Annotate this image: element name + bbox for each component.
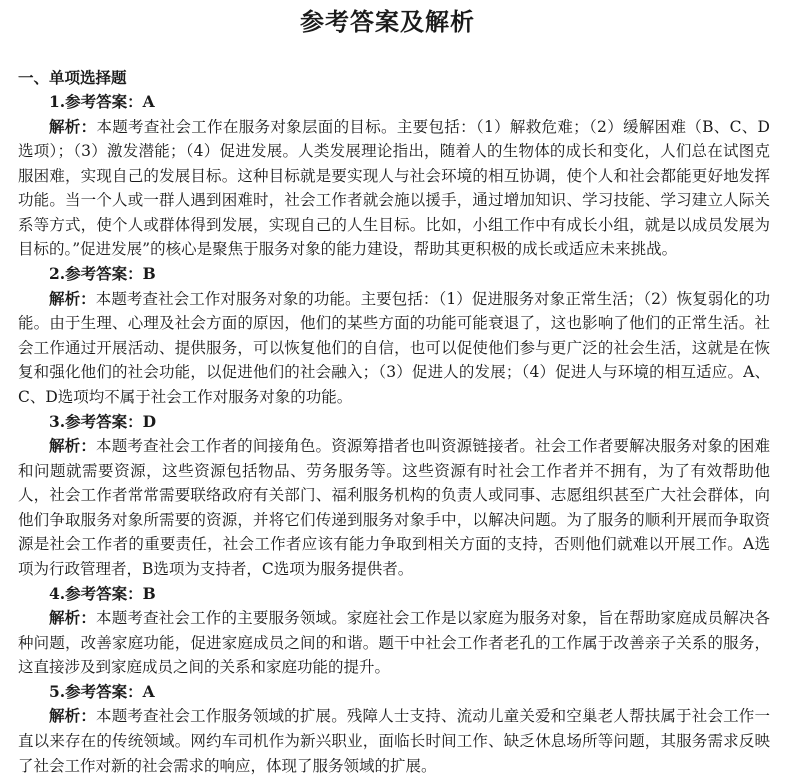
analysis-text: 本题考查社会工作服务领域的扩展。残障人士支持、流动儿童关爱和空巢老人帮扶属于社会工作一直以来存在的传统领域。网约车司机作为新兴职业，面临长时间工作、缺乏休息场所等问题，其服务需求反映了社会工作对新的社会需求的响应，体现了服务领域的扩展。: [18, 707, 770, 775]
page-title: 参考答案及解析: [300, 7, 475, 36]
answer-4: 4.参考答案：B: [49, 583, 156, 603]
analysis-text: 本题考查社会工作对服务对象的功能。主要包括：（1）促进服务对象正常生活；（2）恢复弱化的功能。由于生理、心理及社会方面的原因，他们的某些方面的功能可能衰退了，这也影响了他们的正常生活。社会工作通过开展活动、提供服务，可以恢复他们的自信，也可以促使他们参与更广泛的社会生活，这就是在恢复和强化他们的社会功能，以促进他们的社会融入；（3）促进人的发展；（4）促进人与环境的相互适应。A、C、D选项均不属于社会工作对服务对象的功能。: [18, 289, 770, 406]
analysis-text: 本题考查社会工作在服务对象层面的目标。主要包括：（1）解救危难；（2）缓解困难（B、C、D选项）；（3）激发潜能；（4）促进发展。人类发展理论指出，随着人的生物体的成长和变化，人们总在试图克服困难，实现自己的发展目标。这种目标就是要实现人与社会环境的相互协调，使个人和社会都能更好地发挥功能。当一个人或一群人遇到困难时，社会工作者就会施以援手，通过增加知识、学习技能、学习建立人际关系等方式，使个人或群体得到发展，实现自己的人生目标。比如，小组工作中有成长小组，就是以成员发展为目标的。”促进发展”的核心是聚焦于服务对象的能力建设，帮助其更积极的成长或适应未来挑战。: [18, 117, 770, 259]
analysis-label: 解析：: [49, 608, 97, 628]
analysis-label: 解析：: [49, 436, 97, 456]
analysis-label: 解析：: [49, 116, 97, 136]
analysis-1: [18, 115, 770, 263]
answer-2: 2.参考答案：B: [49, 264, 156, 284]
analysis-label: 解析：: [49, 706, 97, 726]
analysis-text: 本题考查社会工作的主要服务领域。家庭社会工作是以家庭为服务对象，旨在帮助家庭成员解决各种问题，改善家庭功能，促进家庭成员之间的和谐。题干中社会工作者老孔的工作属于改善亲子关系的服务，这直接涉及到家庭成员之间的关系和家庭功能的提升。: [18, 609, 770, 677]
analysis-2: [18, 287, 770, 410]
document-body: [18, 66, 770, 778]
analysis-label: 解析：: [49, 288, 96, 308]
analysis-5: [18, 704, 770, 778]
section-heading: 一、单项选择题: [18, 68, 127, 87]
analysis-3: [18, 434, 770, 582]
answer-5: 5.参考答案：A: [49, 681, 155, 701]
analysis-text: 本题考查社会工作者的间接角色。资源筹措者也叫资源链接者。社会工作者要解决服务对象的困难和问题就需要资源，这些资源包括物品、劳务服务等。这些资源有时社会工作者并不拥有，为了有效帮助他人，社会工作者常常需要联络政府有关部门、福利服务机构的负责人或同事、志愿组织甚至广大社会群体，向他们争取服务对象所需要的资源，并将它们传递到服务对象手中，以解决问题。为了服务的顺利开展而争取资源是社会工作者的重要责任，社会工作者应该有能力争取到相关方面的支持，否则他们就难以开展工作。A选项为行政管理者，B选项为支持者，C选项为服务提供者。: [18, 437, 770, 578]
answer-3: 3.参考答案：D: [49, 411, 157, 431]
analysis-4: [18, 606, 770, 680]
answer-1: 1.参考答案：A: [49, 92, 155, 111]
